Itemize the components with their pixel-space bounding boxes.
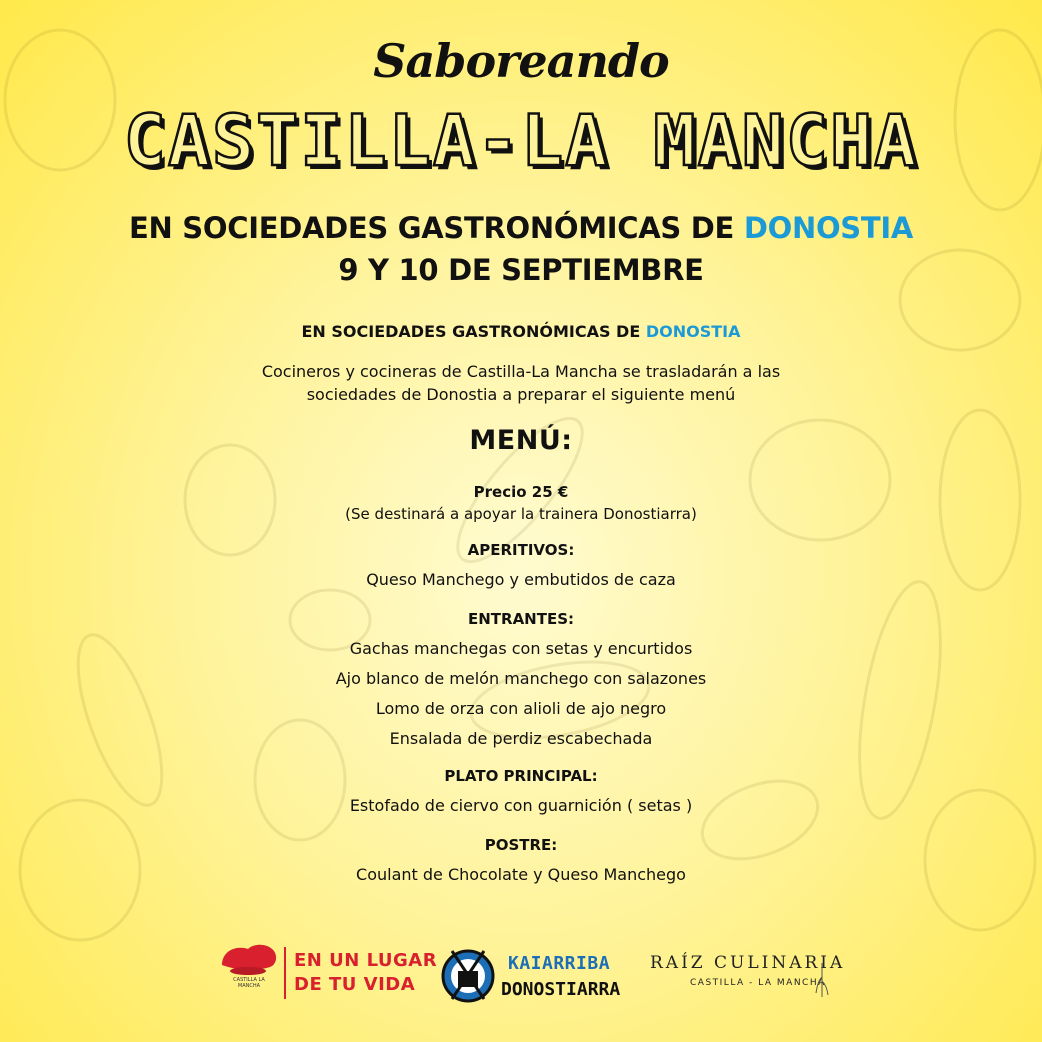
intro-line-2: sociedades de Donostia a preparar el siguiente menú (306, 385, 736, 404)
logo-divider (284, 947, 286, 999)
menu-item: Queso Manchego y embutidos de caza (366, 570, 676, 589)
menu-section-label-plato-principal: PLATO PRINCIPAL: (444, 767, 598, 785)
menu-item: Coulant de Chocolate y Queso Manchego (356, 865, 686, 884)
castilla-la-mancha-logo-text: CASTILLA LA MANCHA (233, 977, 265, 989)
sponsor-logos (0, 935, 1042, 1015)
menu-section-label-postre: POSTRE: (484, 836, 558, 854)
intro-text (0, 360, 1042, 406)
menu-item: Estofado de ciervo con guarnición ( setas ) (349, 796, 693, 815)
price-label: Precio 25 € (473, 483, 569, 501)
root-icon (815, 963, 829, 997)
en-un-lugar-line-2: DE TU VIDA (294, 974, 416, 995)
raiz-culinaria-subtitle: CASTILLA - LA MANCHA (690, 978, 826, 988)
en-un-lugar-logo (294, 949, 437, 997)
menu-item: Ensalada de perdiz escabechada (389, 729, 653, 748)
menu-title: MENÚ: (469, 425, 573, 456)
headline-prefix: EN SOCIEDADES GASTRONÓMICAS DE (129, 211, 744, 245)
menu-item: Gachas manchegas con setas y encurtidos (349, 639, 693, 658)
raiz-culinaria-logo: RAÍZ CULINARIA (650, 953, 846, 973)
title-saboreando: Saboreando (373, 34, 669, 88)
menu-item: Lomo de orza con alioli de ajo negro (375, 699, 667, 718)
castilla-la-mancha-hat-logo (218, 941, 280, 979)
price-note: (Se destinará a apoyar la trainera Donostiarra) (345, 505, 697, 523)
en-un-lugar-line-1: EN UN LUGAR (294, 950, 438, 971)
menu-item: Ajo blanco de melón manchego con salazones (335, 669, 707, 688)
menu-price (0, 481, 1042, 525)
headline-accent-donostia: DONOSTIA (743, 211, 913, 245)
intro-heading-prefix: EN SOCIEDADES GASTRONÓMICAS DE (301, 322, 646, 341)
intro-heading (0, 322, 1042, 341)
headline-sociedades (0, 211, 1042, 245)
kaiarriba-logo-line-2: DONOSTIARRA (501, 979, 621, 1000)
intro-heading-accent: DONOSTIA (645, 322, 741, 341)
kaiarriba-rowing-club-emblem (440, 945, 496, 1003)
menu-section-label-entrantes: ENTRANTES: (467, 610, 575, 628)
title-castilla-la-mancha: CASTILLA-LA MANCHA (123, 100, 919, 182)
intro-line-1: Cocineros y cocineras de Castilla-La Mancha se trasladarán a las (261, 362, 781, 381)
kaiarriba-logo-line-1: KAIARRIBA (508, 953, 611, 974)
headline-dates: 9 Y 10 DE SEPTIEMBRE (338, 253, 704, 287)
menu-section-label-aperitivos: APERITIVOS: (467, 541, 575, 559)
